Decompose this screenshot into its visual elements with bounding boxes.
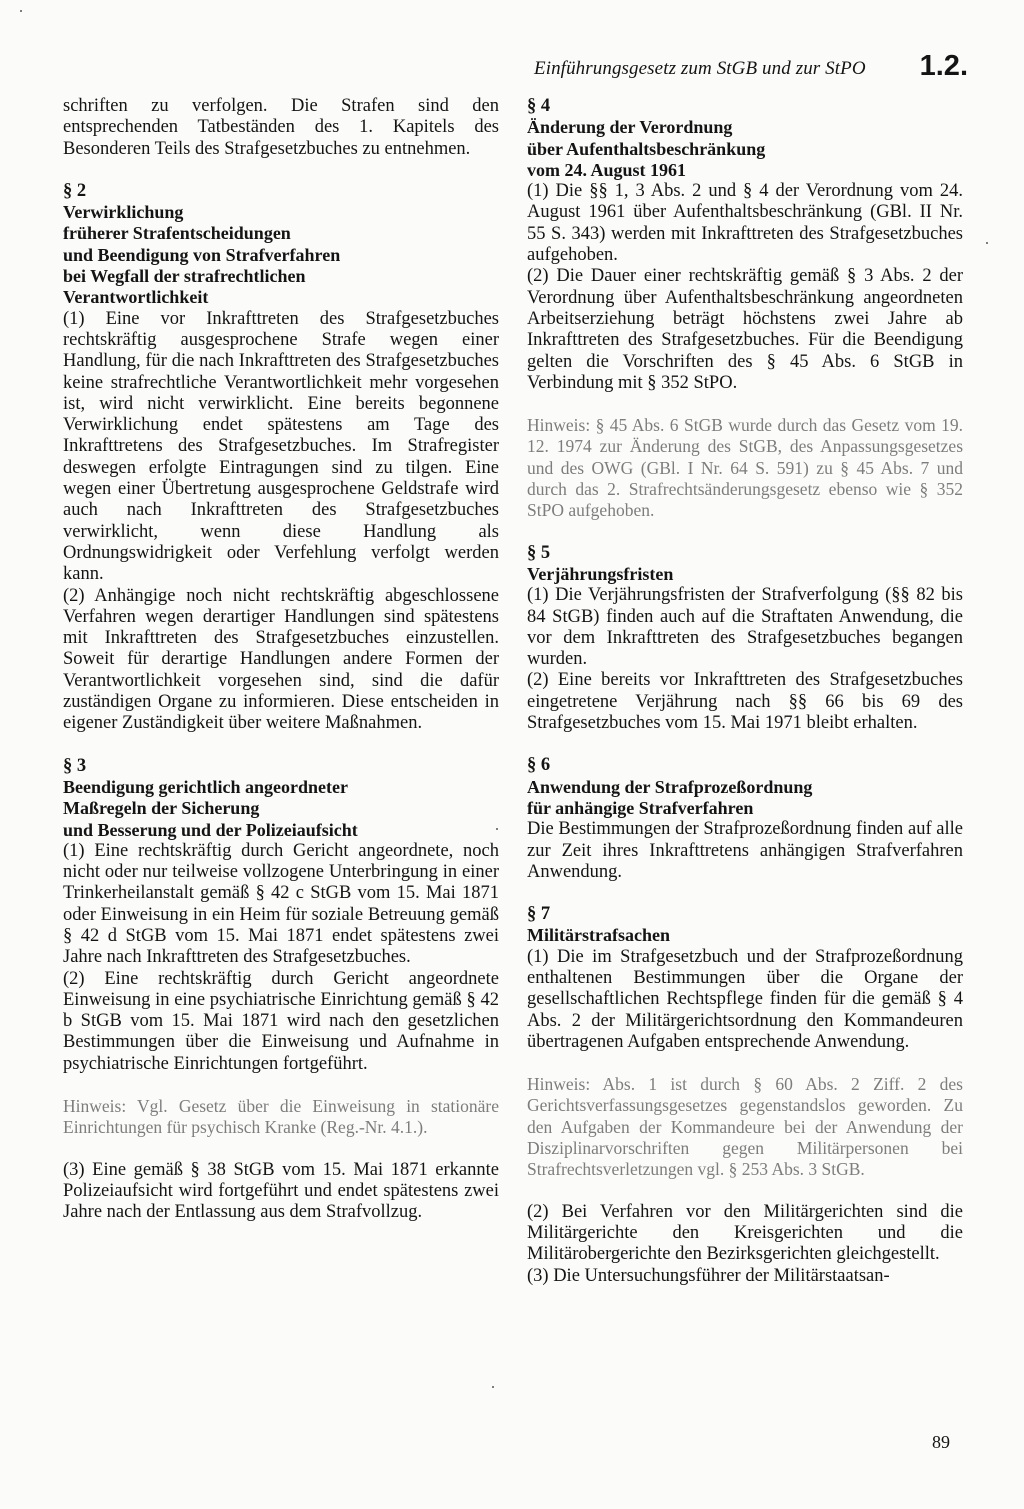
section-4-heading-line: Änderung der Verordnung <box>527 117 733 138</box>
section-7-paragraph-1: (1) Die im Strafgesetzbuch und der Strafprozeßordnung enthaltenen Bestimmungen über die Organe der gesellschaftlichen Rechtspflege finden für die gemäß § 4 Abs. 2 der Militärgerichtsordnung den Kommandeuren übertragenen Aufgaben entsprechende Anwendung. <box>527 946 963 1052</box>
section-5-paragraph-2: (2) Eine bereits vor Inkrafttreten des Strafgesetzbuches eingetretene Verjährung nach §§ 66 bis 69 des Strafgesetzbuches vom 15. Mai 1971 bleibt erhalten. <box>527 670 963 734</box>
section-6-paragraph-1: Die Bestimmungen der Strafprozeßordnung finden auf alle zur Zeit ihres Inkrafttretens anhängigen Strafverfahren Anwendung. <box>527 819 963 882</box>
scan-speck <box>20 10 22 12</box>
section-2-heading-line: Verantwortlichkeit <box>63 287 209 308</box>
section-3-paragraph-1: (1) Eine rechtskräftig durch Gericht angeordnete, noch nicht oder nur teilweise vollzogene Unterbringung in einer Trinkerheilanstalt gemäß § 42 c StGB vom 15. Mai 1871 oder Einweisung in ein Heim für soziale Betreuung gemäß § 42 d StGB vom 15. Mai 1871 endet spätestens zwei Jahre nach Inkrafttreten des Strafgesetzbuches. <box>63 840 499 968</box>
chapter-number: 1.2. <box>919 50 968 82</box>
section-2-heading-line: bei Wegfall der strafrechtlichen <box>63 266 306 287</box>
section-4-heading-line: vom 24. August 1961 <box>527 159 687 180</box>
running-title: Einführungsgesetz zum StGB und zur StPO <box>534 58 866 79</box>
section-3-note: Hinweis: Vgl. Gesetz über die Einweisung in stationäre Einrichtungen für psychisch Kranke (Reg.-Nr. 4.1.). <box>63 1096 499 1138</box>
section-7-number: § 7 <box>527 904 551 925</box>
section-2-heading-line: Verwirklichung <box>63 202 184 223</box>
section-3-paragraph-3: (3) Eine gemäß § 38 StGB vom 15. Mai 1871 erkannte Polizeiaufsicht wird fortgeführt und endet spätestens zwei Jahre nach der Entlassung aus dem Strafvollzug. <box>63 1159 499 1223</box>
section-6-heading-line: für anhängige Strafverfahren <box>527 797 754 818</box>
scan-speck <box>496 828 498 830</box>
section-2-paragraph-1: (1) Eine vor Inkrafttreten des Strafgesetzbuches rechtskräftig ausgesprochene Strafe wegen einer Handlung, für die nach Inkrafttreten des Strafgesetzbuches keine strafrechtliche Verantwortlichkeit mehr vorgesehen ist, wird nicht verwirklicht. Eine bereits begonnene Verwirklichung endet spätestens am Tage des Inkrafttretens des Strafgesetzbuches. Im Strafregister deswegen erfolgte Eintragungen sind zu tilgen. Eine wegen einer Übertretung ausgesprochene Geldstrafe wird auch nach Inkrafttreten des Strafgesetzbuches verwirklicht, wenn diese Handlung als Ordnungswidrigkeit oder Verfehlung verfolgt werden kann. <box>63 308 499 585</box>
section-3-heading-line: und Besserung und der Polizeiaufsicht <box>63 819 358 840</box>
section-3-number: § 3 <box>63 755 87 776</box>
section-4-paragraph-2: (2) Die Dauer einer rechtskräftig gemäß § 3 Abs. 2 der Verordnung über Aufenthaltsbeschränkung angeordneten Arbeitserziehung beträgt höchstens zwei Jahre ab Inkrafttreten des Strafgesetzbuches. Für die Beendigung gelten die Vorschriften des § 45 Abs. 6 StGB in Verbindung mit § 352 StPO. <box>527 266 963 393</box>
section-2-number: § 2 <box>63 180 87 201</box>
section-7-paragraph-3: (3) Die Untersuchungsführer der Militärstaatsan- <box>527 1265 890 1286</box>
intro-paragraph: schriften zu verfolgen. Die Strafen sind den entsprechenden Tatbeständen des 1. Kapitels des Besonderen Teils des Strafgesetzbuches zu entnehmen. <box>63 96 499 159</box>
right-column <box>527 96 963 1287</box>
section-3-heading-line: Beendigung gerichtlich angeordneter <box>63 776 348 797</box>
section-2-paragraph-2: (2) Anhängige noch nicht rechtskräftig abgeschlossene Verfahren wegen derartiger Handlungen sind spätestens mit Inkrafttreten des Strafgesetzbuches einzustellen. Soweit für derartige Handlungen andere Formen der Verantwortlichkeit vorgesehen sind, sind die dafür zuständigen Organe zu informieren. Diese entscheiden in eigener Zuständigkeit über weitere Maßnahmen. <box>63 585 499 734</box>
section-5-heading-line: Verjährungsfristen <box>527 563 674 584</box>
section-2-heading-line: und Beendigung von Strafverfahren <box>63 244 341 265</box>
section-4-note: Hinweis: § 45 Abs. 6 StGB wurde durch das Gesetz vom 19. 12. 1974 zur Änderung des StGB, des Anpassungsgesetzes und des OWG (GBl. I Nr. 64 S. 591) zu § 45 Abs. 7 und durch das 2. Strafrechtsänderungsgesetz ebenso wie § 352 StPO aufgehoben. <box>527 415 963 521</box>
section-4-paragraph-1: (1) Die §§ 1, 3 Abs. 2 und § 4 der Verordnung vom 24. August 1961 über Aufenthaltsbeschränkung (GBl. II Nr. 55 S. 343) werden mit Inkrafttreten des Strafgesetzbuches aufgehoben. <box>527 181 963 266</box>
section-3-heading-line: Maßregeln der Sicherung <box>63 798 260 819</box>
section-6-number: § 6 <box>527 755 551 776</box>
section-7-paragraph-2: (2) Bei Verfahren vor den Militärgerichten sind die Militärgerichte den Kreisgerichten und die Militärobergerichte den Bezirksgerichten gleichgestellt. <box>527 1201 963 1265</box>
section-2-heading-line: früherer Strafentscheidungen <box>63 223 291 244</box>
section-5-number: § 5 <box>527 542 551 563</box>
section-4-number: § 4 <box>527 96 551 116</box>
running-header <box>534 52 984 88</box>
section-3-paragraph-2: (2) Eine rechtskräftig durch Gericht angeordnete Einweisung in eine psychiatrische Einrichtung gemäß § 42 b StGB vom 15. Mai 1871 wird nach den gesetzlichen Bestimmungen über die Einweisung und Aufnahme in psychiatrische Einrichtungen fortgeführt. <box>63 968 499 1074</box>
scan-speck <box>986 242 988 244</box>
page-number: 89 <box>932 1432 950 1452</box>
scan-speck <box>492 1386 494 1388</box>
section-6-heading-line: Anwendung der Strafprozeßordnung <box>527 776 813 797</box>
left-column <box>63 96 499 1224</box>
section-7-heading-line: Militärstrafsachen <box>527 925 670 946</box>
section-7-note: Hinweis: Abs. 1 ist durch § 60 Abs. 2 Ziff. 2 des Gerichtsverfassungsgesetzes gegenstandslos geworden. Zu den Aufgaben der Kommandeure bei der Anwendung der Disziplinarvorschriften gegen Militärpersonen bei Strafrechtsverletzungen vgl. § 253 Abs. 3 StGB. <box>527 1074 963 1180</box>
section-5-paragraph-1: (1) Die Verjährungsfristen der Strafverfolgung (§§ 82 bis 84 StGB) finden auch auf die Straftaten Anwendung, die vor dem Inkrafttreten des Strafgesetzbuches begangen wurden. <box>527 585 963 670</box>
section-4-heading-line: über Aufenthaltsbeschränkung <box>527 138 766 159</box>
